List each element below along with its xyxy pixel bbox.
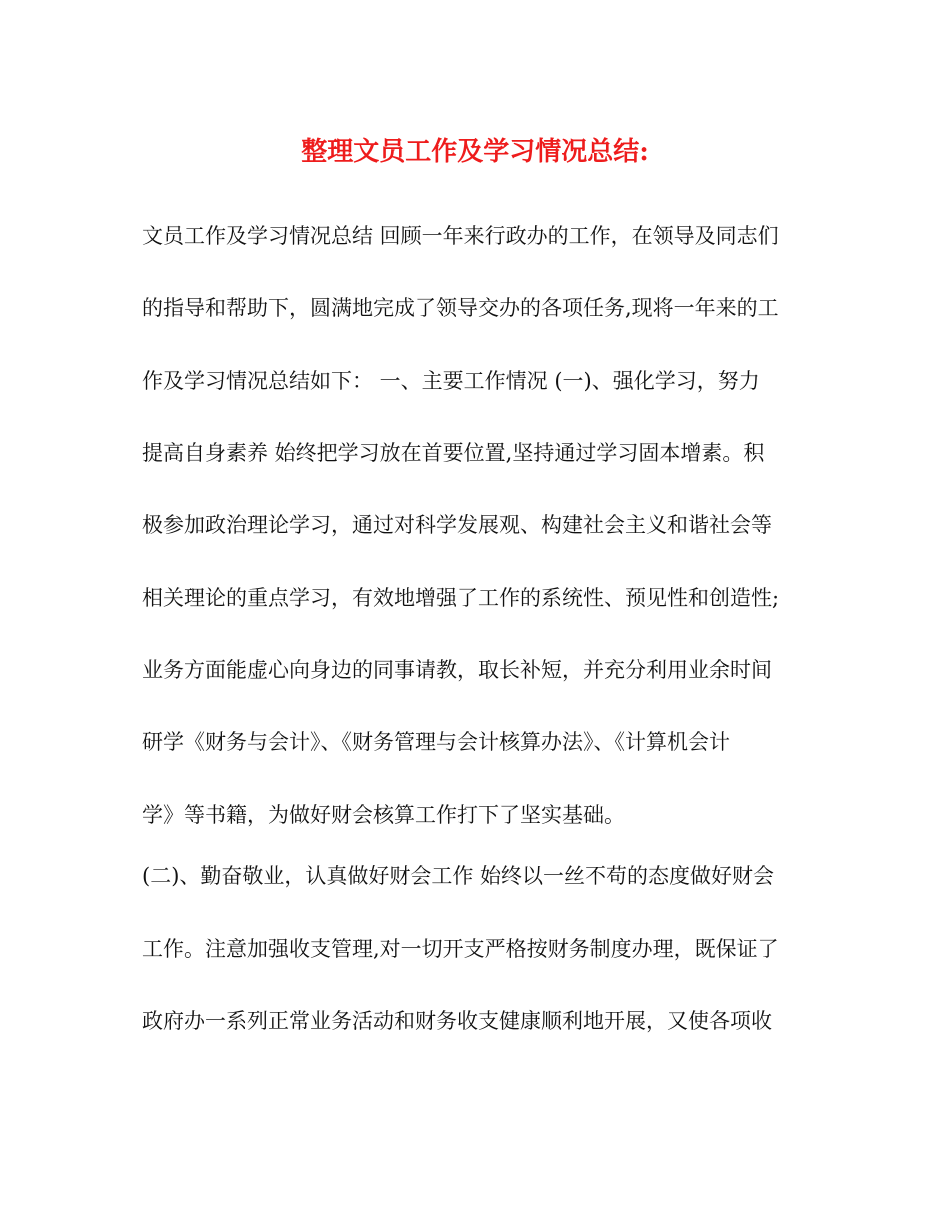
body-line: 作及学习情况总结如下： 一、主要工作情况 (一)、强化学习，努力: [142, 369, 760, 393]
body-line: 工作。注意加强收支管理,对一切开支严格按财务制度办理，既保证了: [142, 937, 779, 961]
body-line: 相关理论的重点学习，有效地增强了工作的系统性、预见性和创造性;: [142, 586, 780, 610]
body-line: 文员工作及学习情况总结 回顾一年来行政办的工作，在领导及同志们: [142, 224, 779, 248]
body-line: 政府办一系列正常业务活动和财务收支健康顺利地开展，又使各项收: [142, 1009, 772, 1033]
body-line: 学》等书籍，为做好财会核算工作打下了坚实基础。: [142, 803, 625, 827]
body-line: 极参加政治理论学习，通过对科学发展观、构建社会主义和谐社会等: [142, 513, 772, 537]
body-line: 的指导和帮助下，圆满地完成了领导交办的各项任务,现将一年来的工: [142, 296, 779, 320]
body-line: (二)、勤奋敬业，认真做好财会工作 始终以一丝不苟的态度做好财会: [142, 864, 775, 888]
document-title: 整理文员工作及学习情况总结:: [301, 137, 649, 167]
body-line: 业务方面能虚心向身边的同事请教，取长补短，并充分利用业余时间: [142, 658, 772, 682]
body-line: 研学《财务与会计》、《财务管理与会计核算办法》、《计算机会计: [142, 730, 730, 754]
body-line: 提高自身素养 始终把学习放在首要位置,坚持通过学习固本增素。积: [142, 441, 765, 465]
